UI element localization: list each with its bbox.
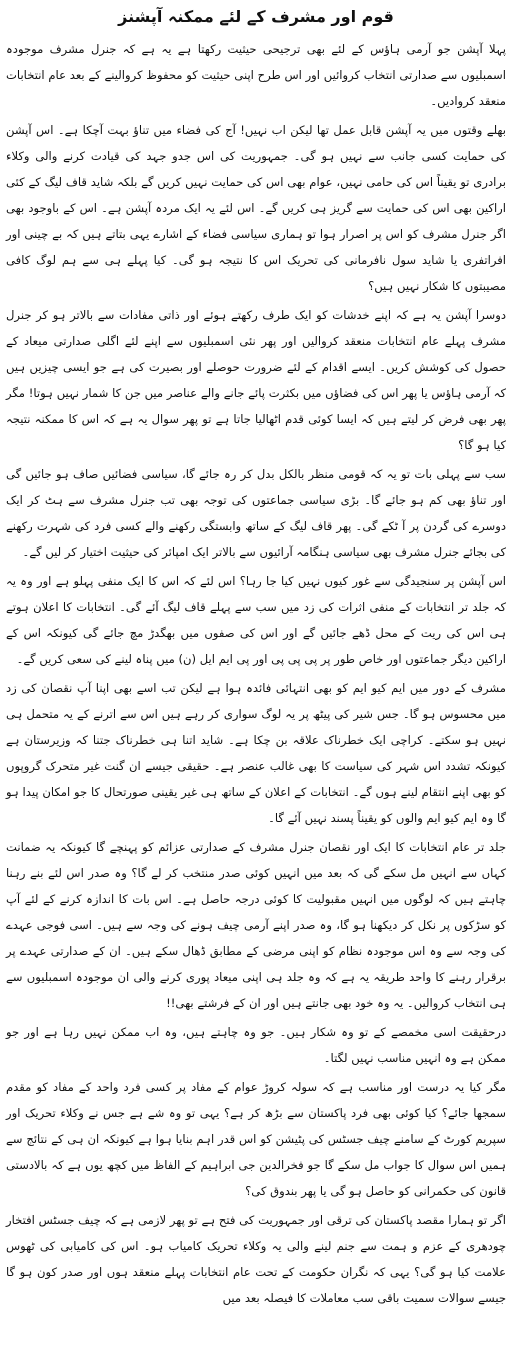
article-title: قوم اور مشرف کے لئے ممکنہ آپشنز (118, 7, 394, 26)
paragraph-7: جلد تر عام انتخابات کا ایک اور نقصان جنرل مشرف کے صدارتی عزائم کو پہنچے گا کیونکہ یہ ضمانت کہاں سے انہیں مل سکے گی کہ بعد میں انہیں کوئی صدر منتخب کر لے گا؟ وہ صدر اس لئے بنے رہنا چاہتے ہیں کہ لوگوں میں انہیں مقبولیت کا کوئی درجہ حاصل ہے۔ اس بات کا اندازہ کرنے کے لئے آپ کو سڑکوں پر نکل کر دیکھنا ہو گا، وہ صدر اپنے آرمی چیف ہونے کی وجہ سے ہیں۔ اسی فوجی عہدے کی وجہ سے وہ اس موجودہ نظام کو اپنی مرضی کے مطابق ڈھال سکے ہیں۔ ان کے صدارتی عہدے پر برقرار رہنے کا واحد طریقہ یہ ہے کہ وہ جلد ہی اپنی میعاد پوری کرنے والی ان موجودہ اسمبلیوں سے ہی انتخاب کروالیں۔ یہ وہ خود بھی جانتے ہیں اور ان کے فرشتے بھی!! (6, 840, 506, 1010)
paragraph-5: اس آپشن پر سنجیدگی سے غور کیوں نہیں کیا جا رہا؟ اس لئے کہ اس کا ایک منفی پہلو ہے اور وہ یہ کہ جلد تر انتخابات کے منفی اثرات کی زد میں سب سے پہلے قاف لیگ آئے گی۔ انتخابات کا اعلان ہوتے ہی اس کی ریت کے محل ڈھے جائیں گے اور اس کی صفوں میں بھگدڑ مچ جائے گی کیونکہ اس کے اراکین دیگر جماعتوں اور خاص طور پر پی پی پی اور پی ایم ایل (ن) میں پناہ لینے کی سعی کریں گے۔ (6, 574, 506, 666)
article-body (6, 36, 506, 1311)
paragraph-3: دوسرا آپشن یہ ہے کہ اپنے خدشات کو ایک طرف رکھتے ہوئے اور ذاتی مفادات سے بالاتر ہو کر جنرل مشرف پہلے عام انتخابات منعقد کروالیں اور پھر نئی اسمبلیوں سے اپنے لئے اگلی صدارتی میعاد کے حصول کی کوشش کریں۔ ایسے اقدام کے لئے ضرورت حوصلے اور بصیرت کی ہے جو ایسی چیزیں ہیں کہ آرمی ہاؤس یا پھر اس کی فضاؤں میں بکثرت پائے جانے والے عناصر میں جن کا شمار نہیں ہوتا! مگر پھر بھی فرض کر لیتے ہیں کہ ایسا کوئی قدم اٹھالیا جاتا ہے تو پھر سوال یہ ہے کہ اس کا ممکنہ نتیجہ کیا ہو گا؟ (6, 308, 506, 452)
paragraph-4: سب سے پہلی بات تو یہ کہ قومی منظر بالکل بدل کر رہ جائے گا، سیاسی فضائیں صاف ہو جائیں گی اور تناؤ بھی کم ہو جائے گا۔ بڑی سیاسی جماعتوں کی توجہ بھی تب جنرل مشرف سے ہٹ کر ایک دوسرے کی گردن پر آ ٹکے گی۔ پھر قاف لیگ کے ساتھ وابستگی رکھنے والے کسی فرد کی شہرت رکھنے کی بجائے جنرل مشرف بھی سیاسی ہنگامہ آرائیوں سے بالاتر ایک امپائر کی حیثیت اختیار کر لیں گے۔ (6, 467, 506, 559)
paragraph-1: پہلا آپشن جو آرمی ہاؤس کے لئے بھی ترجیحی حیثیت رکھتا ہے یہ ہے کہ جنرل مشرف موجودہ اسمبلیوں سے صدارتی انتخاب کروائیں اور اس طرح اپنی حیثیت کو محفوظ کروالینے کے بعد عام انتخابات منعقد کروادیں۔ (6, 42, 506, 108)
paragraph-6: مشرف کے دور میں ایم کیو ایم کو بھی انتہائی فائدہ ہوا ہے لیکن تب اسے بھی اپنا آپ نقصان کی زد میں محسوس ہو گا۔ جس شیر کی پیٹھ پر یہ لوگ سواری کر رہے ہیں اس سے اترنے کے یہ متحمل ہی نہیں ہو سکتے۔ کراچی ایک خطرناک علاقہ بن چکا ہے۔ شاید اتنا ہی خطرناک جتنا کہ وزیرستان ہے کیونکہ تشدد اس شہر کی سیاست کا بھی غالب عنصر ہے۔ حقیقی جیسے ان گنت غیر متحرک گروپوں کو بھی اپنے انتقام لینے ہوں گے۔ انتخابات کے اعلان کے ساتھ ہی غیر یقینی صورتحال کا جو امکان پیدا ہو گا وہ ایم کیو ایم والوں کو یقیناً پسند نہیں آئے گا۔ (6, 681, 506, 825)
paragraph-10: اگر تو ہمارا مقصد پاکستان کی ترقی اور جمہوریت کی فتح ہے تو پھر لازمی ہے کہ چیف جسٹس افتخار چودھری کے عزم و ہمت سے جنم لینے والی یہ وکلاء تحریک کامیاب ہو۔ اس کی کامیابی کی ٹھوس علامت کیا ہو گی؟ یہی کہ نگران حکومت کے تحت عام انتخابات پہلے منعقد ہوں اور صدر کون ہو گا جیسے سوالات سمیت باقی سب معاملات کا فیصلہ بعد میں (6, 1213, 506, 1305)
paragraph-9: مگر کیا یہ درست اور مناسب ہے کہ سولہ کروڑ عوام کے مفاد پر کسی فرد واحد کے مفاد کو مقدم سمجھا جائے؟ کیا کوئی بھی فرد پاکستان سے بڑھ کر ہے؟ یہی تو وہ شے ہے جس نے وکلاء تحریک اور سپریم کورٹ کے سامنے چیف جسٹس کی پٹیشن کو اس قدر اہم بنایا ہوا ہے کیونکہ ان ہی کے نتائج سے ہمیں اس سوال کا جواب مل سکے گا جو فخرالدین جی ابراہیم کے الفاظ میں کچھ یوں ہے کہ بالادستی قانون کی حکمرانی کو حاصل ہو گی یا پھر بندوق کی؟ (6, 1080, 506, 1198)
paragraph-2: بھلے وقتوں میں یہ آپشن قابل عمل تھا لیکن اب نہیں! آج کی فضاء میں تناؤ بہت آچکا ہے۔ اس آپشن کی حمایت کسی جانب سے نہیں ہو گی۔ جمہوریت کی اس جدو جہد کی قیادت کرنے والی وکلاء برادری تو یقیناً اس کی حامی نہیں، عوام بھی اس کی حمایت نہیں کریں گے بلکہ شاید قاف لیگ کے کئی اراکین بھی اس کی حمایت سے گریز ہی کریں گے۔ اس لئے یہ ایک مردہ آپشن ہے۔ اس کے باوجود بھی اگر جنرل مشرف کو اس پر اصرار ہوا تو ہماری سیاسی فضاء کے اشارے یہی بتاتے ہیں کہ بے چینی اور افراتفری یا شاید سول نافرمانی کی تحریک اس کا نتیجہ ہو گی۔ کیا پہلے ہی سے ہم لوگ کافی مصیبتوں کا شکار نہیں ہیں؟ (6, 123, 506, 293)
paragraph-8: درحقیقت اسی مخمصے کے تو وہ شکار ہیں۔ جو وہ چاہتے ہیں، وہ اب ممکن نہیں رہا ہے اور جو ممکن ہے وہ انہیں مناسب نہیں لگتا۔ (6, 1025, 506, 1065)
